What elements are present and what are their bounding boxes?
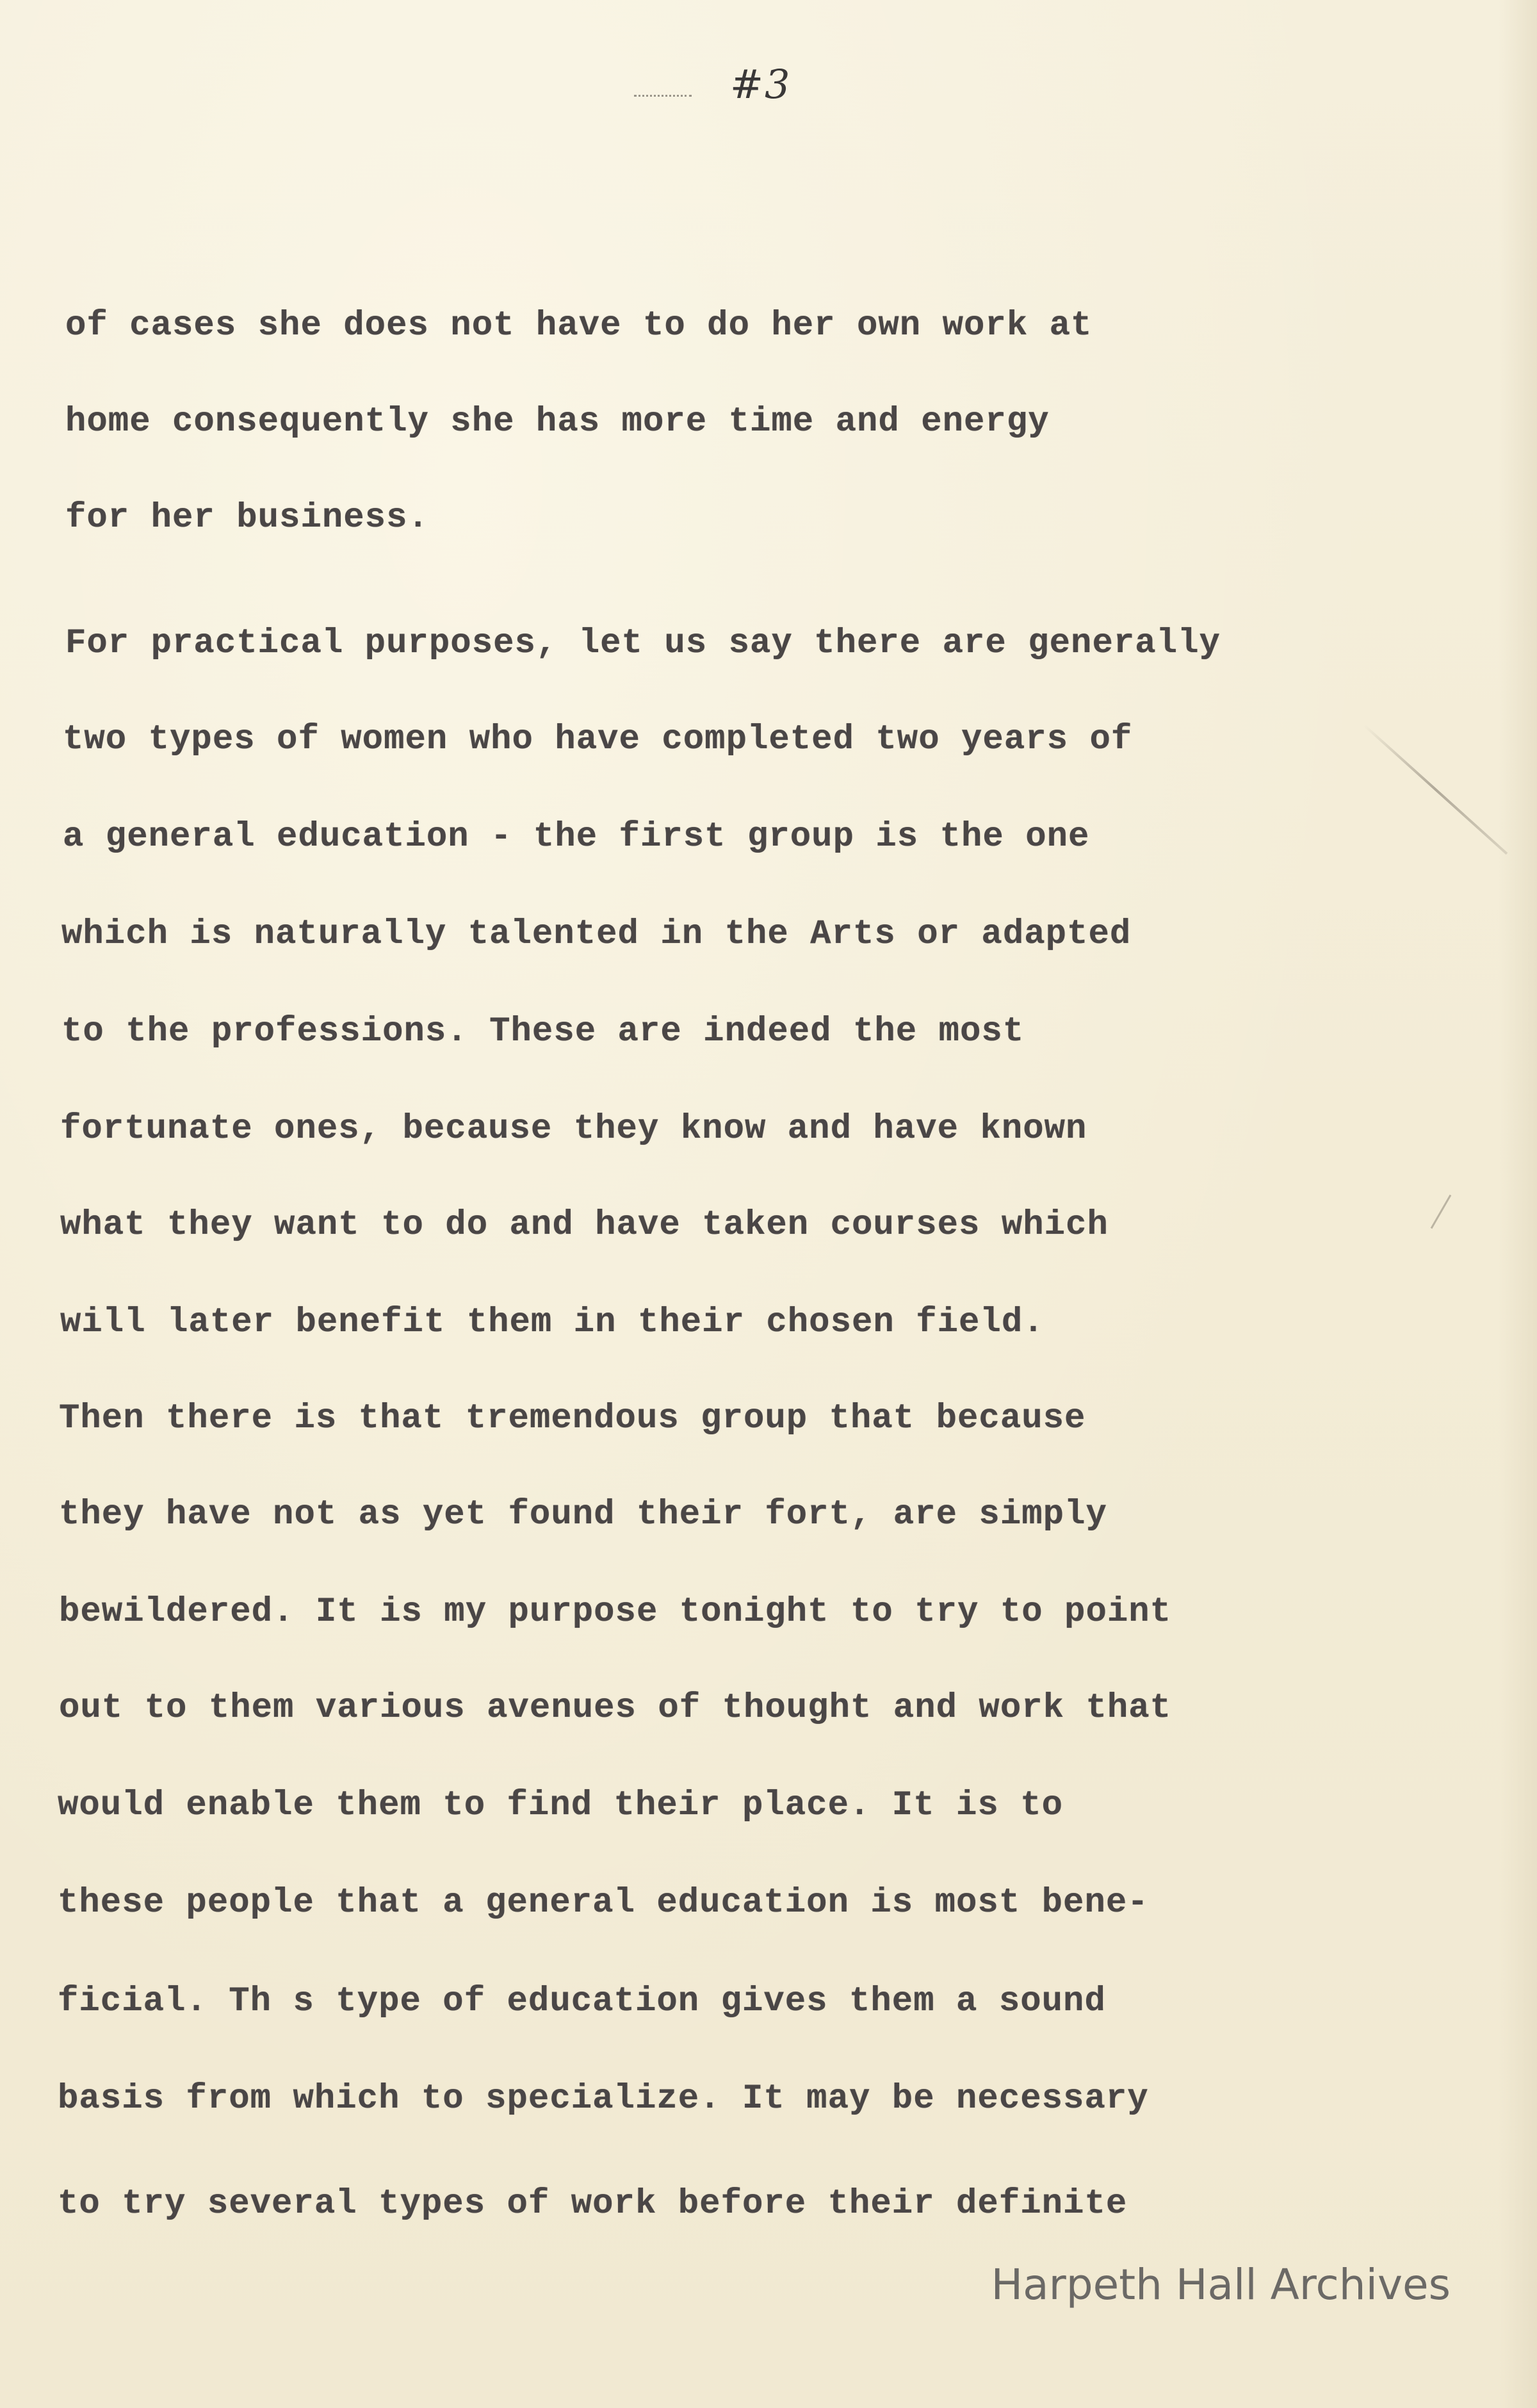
page-edge-shadow	[1499, 0, 1537, 2408]
text-line: to the professions. These are indeed the most	[61, 1012, 1025, 1051]
text-line: to try several types of work before their definite	[58, 2184, 1128, 2224]
text-line: Then there is that tremendous group that because	[59, 1399, 1086, 1438]
text-line: of cases she does not have to do her own work at	[65, 306, 1093, 345]
paper-mark	[1431, 1195, 1452, 1229]
text-line: would enable them to find their place. It is to	[58, 1786, 1064, 1825]
text-line: fortunate ones, because they know and have known	[60, 1110, 1087, 1149]
text-line: what they want to do and have taken courses which	[60, 1206, 1109, 1245]
text-line: which is naturally talented in the Arts or adapted	[61, 915, 1132, 954]
text-line: home consequently she has more time and energy	[65, 402, 1050, 441]
text-line: will later benefit them in their chosen field.	[60, 1303, 1045, 1342]
text-line: bewildered. It is my purpose tonight to try to point	[59, 1593, 1172, 1632]
text-line: basis from which to specialize. It may be necessary	[58, 2079, 1149, 2118]
page-number: #3	[730, 61, 792, 108]
text-line: For practical purposes, let us say there are generally	[65, 624, 1221, 663]
text-line: a general education - the first group is the one	[63, 817, 1090, 856]
page-number-dash	[634, 95, 692, 97]
text-line: for her business.	[65, 498, 429, 537]
text-line: ficial. Th s type of education gives them a sound	[58, 1982, 1106, 2021]
text-line: they have not as yet found their fort, are simply	[59, 1495, 1107, 1534]
text-line: out to them various avenues of thought and work that	[59, 1689, 1172, 1728]
text-line: these people that a general education is most bene-	[58, 1883, 1149, 1922]
archive-watermark: Harpeth Hall Archives	[991, 2260, 1451, 2309]
paper-crease	[1363, 725, 1508, 855]
text-line: two types of women who have completed two years of	[63, 720, 1133, 759]
